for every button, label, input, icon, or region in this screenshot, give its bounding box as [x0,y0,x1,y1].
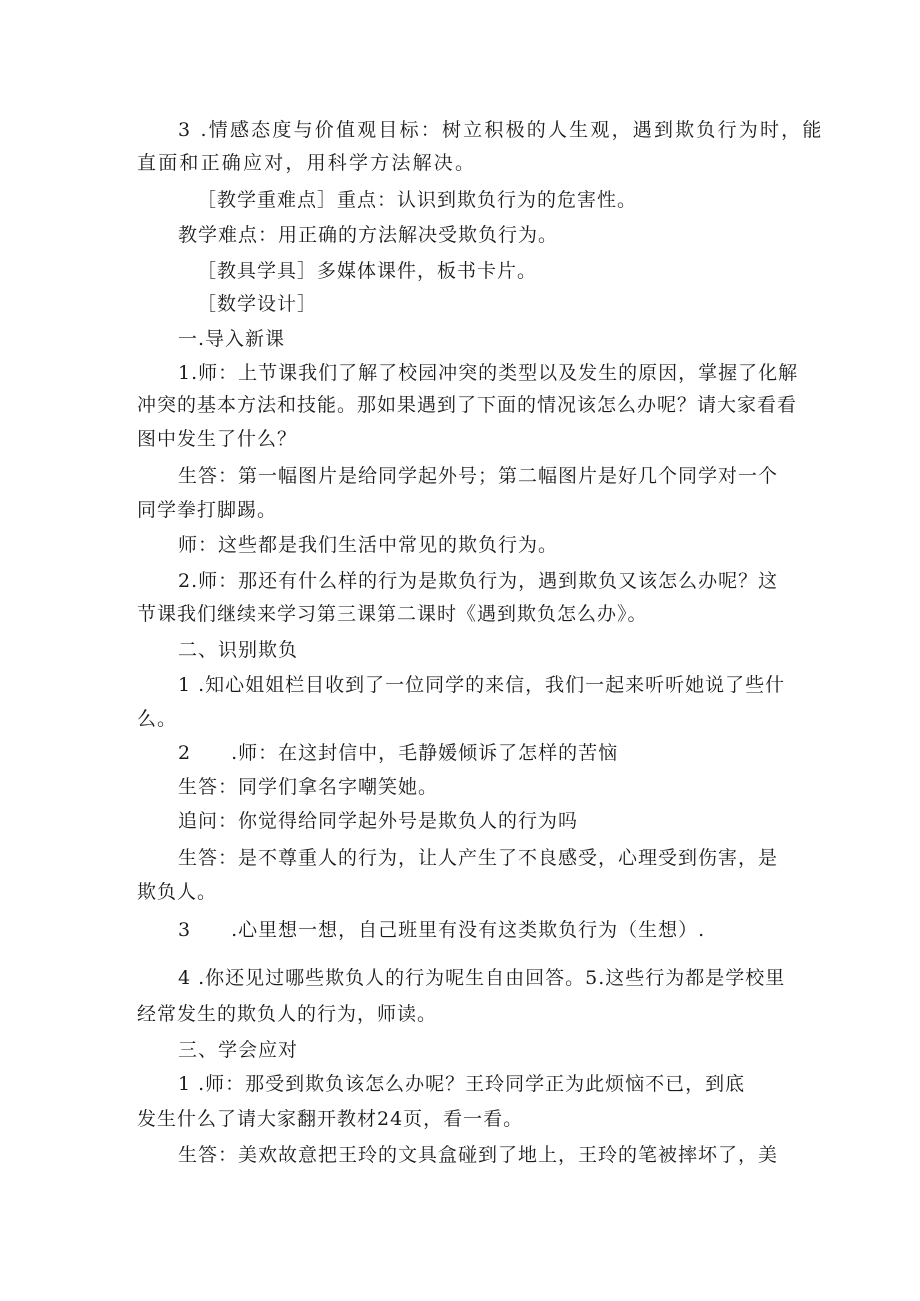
text-line: 生答：美欢故意把王玲的文具盒碰到了地上，王玲的笔被摔坏了，美 [178,1144,779,1166]
section-heading: 二、识别欺负 [178,639,299,661]
text-line: 经常发生的欺负人的行为，师读。 [137,1003,438,1025]
text-line: 冲突的基本方法和技能。那如果遇到了下面的情况该怎么办呢？请大家看看 [137,394,798,416]
text-line: 图中发生了什么？ [137,428,298,450]
text-line: 1 .师：那受到欺负该怎么办呢？王玲同学正为此烦恼不已，到底 [178,1073,746,1095]
text-line: 追问：你觉得给同学起外号是欺负人的行为吗 [178,810,579,832]
section-heading: 三、学会应对 [178,1039,299,1061]
text-line: 生答：是不尊重人的行为，让人产生了不良感受，心理受到伤害，是 [178,847,779,869]
text-line: 2 .师：在这封信中，毛静媛倾诉了怎样的苦恼 [178,742,619,764]
text-line: 生答：第一幅图片是给同学起外号；第二幅图片是好几个同学对一个 [178,465,779,487]
text-line: 师：这些都是我们生活中常见的欺负行为。 [178,534,559,556]
section-heading: 一.导入新课 [178,328,286,350]
text-line: ［教学重难点］重点：认识到欺负行为的危害性。 [197,189,638,211]
text-line: 3 .情感态度与价值观目标：树立积极的人生观，遇到欺负行为时，能 [178,119,824,141]
text-line: 教学难点：用正确的方法解决受欺负行为。 [178,224,559,246]
text-line: 节课我们继续来学习第三课第二课时《遇到欺负怎么办》。 [137,603,648,625]
text-line: 3 .心里想一想，自己班里有没有这类欺负行为（生想）. [178,919,706,941]
text-line: 么。 [137,708,178,730]
text-line: 4 .你还见过哪些欺负人的行为呢生自由回答。5.这些行为都是学校里 [178,967,786,989]
text-line: 同学拳打脚踢。 [137,499,278,521]
text-line: ［教具学具］多媒体课件，板书卡片。 [197,260,538,282]
text-line: 直面和正确应对，用科学方法解决。 [137,152,477,174]
text-line: 欺负人。 [137,881,218,903]
text-line: 1 .知心姐姐栏目收到了一位同学的来信，我们一起来听听她说了些什 [178,674,786,696]
text-line: 2.师：那还有什么样的行为是欺负行为，遇到欺负又该怎么办呢？这 [178,570,779,592]
text-line: 1.师：上节课我们了解了校园冲突的类型以及发生的原因，掌握了化解 [178,362,799,384]
section-heading: ［数学设计］ [197,293,318,315]
text-line: 发生什么了请大家翻开教材24页，看一看。 [137,1108,524,1130]
text-line: 生答：同学们拿名字嘲笑她。 [178,776,439,798]
